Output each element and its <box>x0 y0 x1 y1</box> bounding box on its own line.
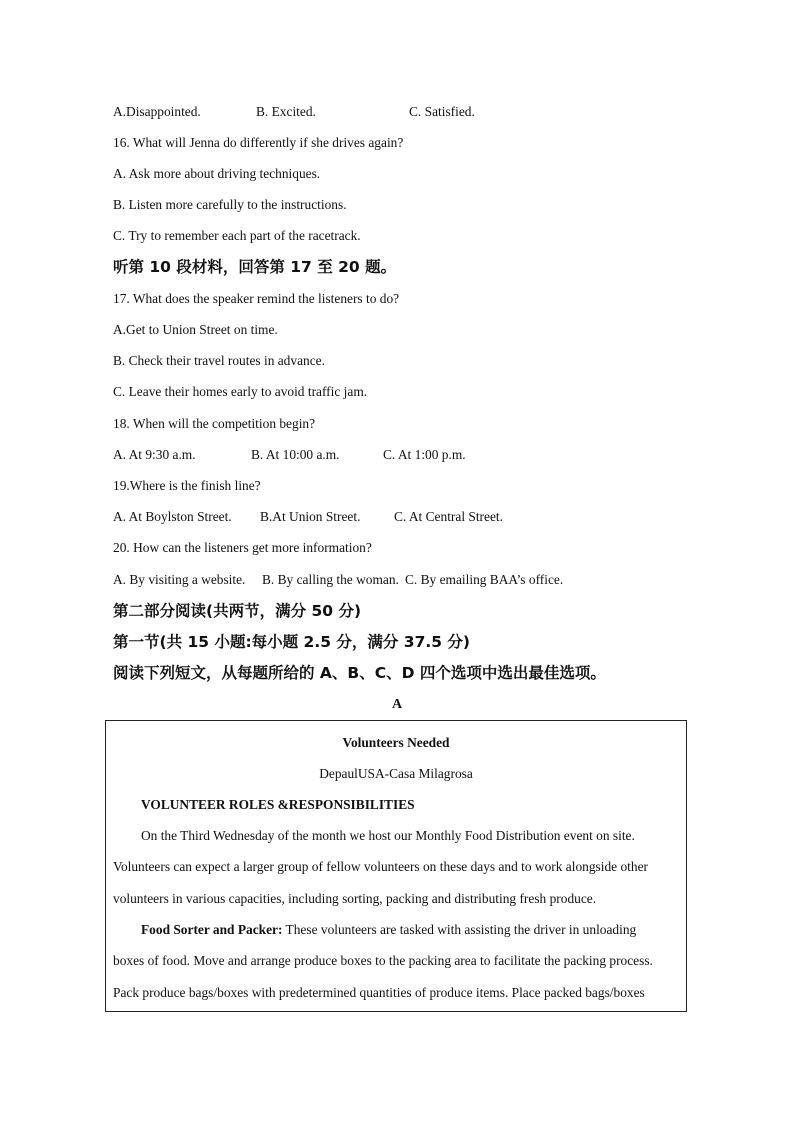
q18-option-a: A. At 9:30 a.m. <box>113 447 196 462</box>
q20-option-b: B. By calling the woman. <box>262 572 399 587</box>
q17-stem: 17. What does the speaker remind the listeners to do? <box>113 291 400 306</box>
q18-option-c: C. At 1:00 p.m. <box>383 447 466 462</box>
passage-title: Volunteers Needed <box>342 735 450 750</box>
q15-option-c: C. Satisfied. <box>409 104 475 119</box>
q19-option-b: B.At Union Street. <box>260 509 361 524</box>
q17-option-c: C. Leave their homes early to avoid traffic jam. <box>113 384 368 399</box>
paragraph2-line3: Pack produce bags/boxes with predetermined quantities of produce items. Place packed bags/boxes <box>113 985 645 1000</box>
paragraph2-line1 <box>141 921 636 939</box>
paragraph2-line2: boxes of food. Move and arrange produce boxes to the packing area to facilitate the packing process. <box>113 953 653 968</box>
passage-label: A <box>391 697 403 712</box>
q19-option-c: C. At Central Street. <box>394 509 503 524</box>
roles-heading: VOLUNTEER ROLES &RESPONSIBILITIES <box>141 797 415 812</box>
q15-options <box>113 103 475 121</box>
paragraph1-line1: On the Third Wednesday of the month we host our Monthly Food Distribution event on site. <box>141 828 635 843</box>
q15-option-b: B. Excited. <box>256 104 316 119</box>
reading-instruction: 阅读下列短文，从每题所给的 A、B、C、D 四个选项中选出最佳选项。 <box>113 664 606 682</box>
q17-option-b: B. Check their travel routes in advance. <box>113 353 325 368</box>
paragraph1-line3: volunteers in various capacities, including sorting, packing and distributing fresh produce. <box>113 891 597 906</box>
part2-heading: 第二部分阅读(共两节，满分 50 分) <box>113 602 362 620</box>
q20-option-c: C. By emailing BAA’s office. <box>405 572 564 587</box>
q16-stem: 16. What will Jenna do differently if she drives again? <box>113 135 404 150</box>
q17-option-a: A.Get to Union Street on time. <box>113 322 278 337</box>
q16-option-b: B. Listen more carefully to the instructions. <box>113 197 347 212</box>
q16-option-c: C. Try to remember each part of the racetrack. <box>113 228 361 243</box>
passage-box <box>105 720 687 1012</box>
section10-heading: 听第 10 段材料，回答第 17 至 20 题。 <box>113 258 397 276</box>
paragraph2-label: Food Sorter and Packer: <box>141 922 283 937</box>
q20-stem: 20. How can the listeners get more information? <box>113 540 372 555</box>
q16-option-a: A. Ask more about driving techniques. <box>113 166 321 181</box>
q20-option-a: A. By visiting a website. <box>113 572 246 587</box>
q18-options <box>113 446 466 464</box>
q19-option-a: A. At Boylston Street. <box>113 509 232 524</box>
q19-stem: 19.Where is the finish line? <box>113 478 261 493</box>
q20-options <box>113 571 563 589</box>
paragraph1-line2: Volunteers can expect a larger group of fellow volunteers on these days and to work alongside other <box>113 859 648 874</box>
q15-option-a: A.Disappointed. <box>113 104 201 119</box>
q18-option-b: B. At 10:00 a.m. <box>251 447 340 462</box>
section1-heading: 第一节(共 15 小题:每小题 2.5 分，满分 37.5 分) <box>113 633 471 651</box>
passage-org: DepaulUSA-Casa Milagrosa <box>319 766 473 781</box>
paragraph2-line1-text: These volunteers are tasked with assisting the driver in unloading <box>282 922 637 937</box>
q19-options <box>113 508 503 526</box>
q18-stem: 18. When will the competition begin? <box>113 416 316 431</box>
